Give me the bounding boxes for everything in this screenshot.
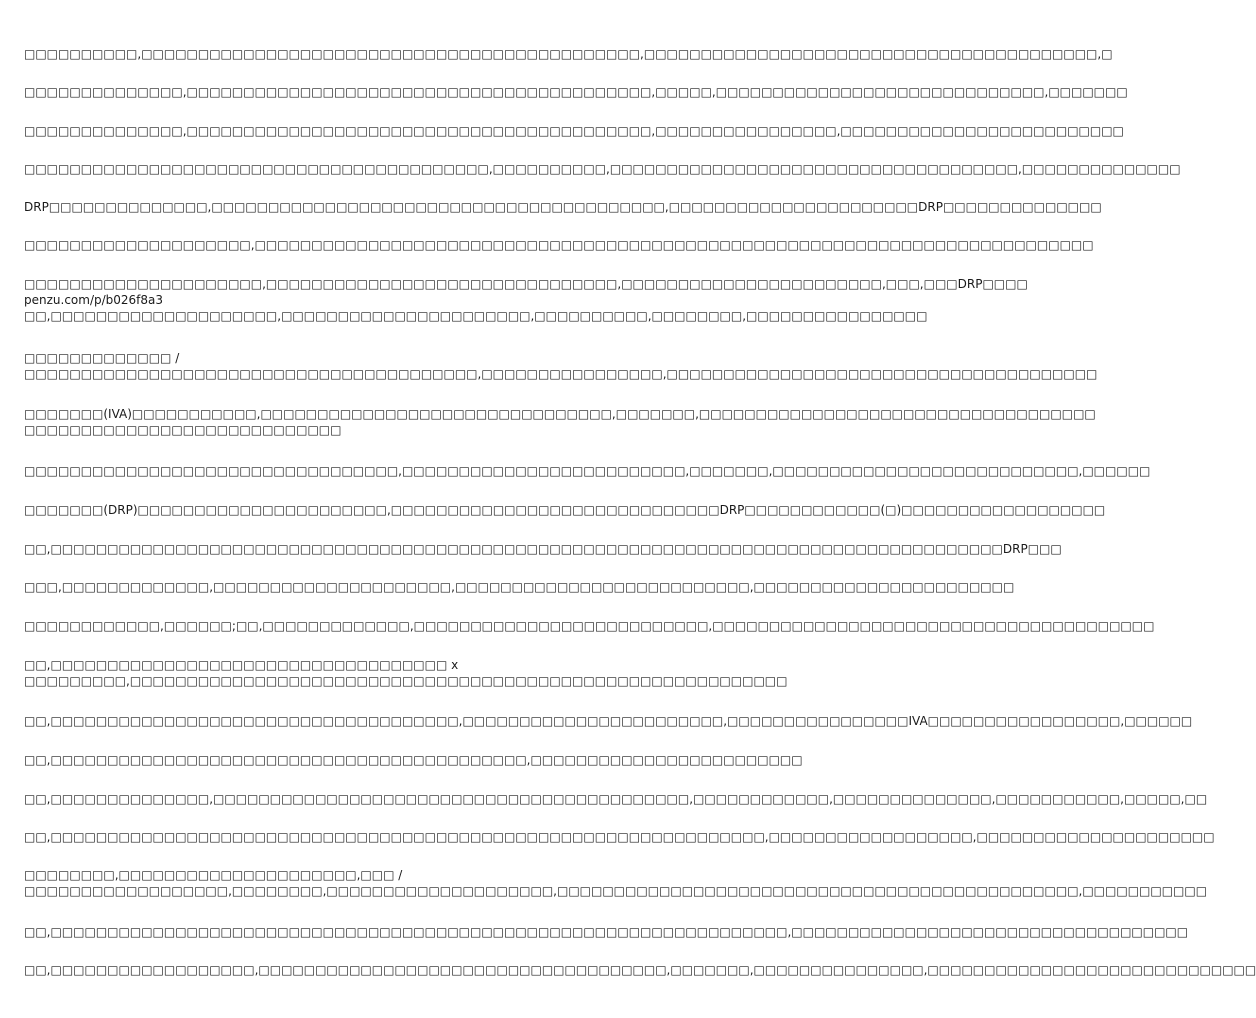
paragraph-8 xyxy=(24,350,1098,382)
text-line: □□,□□□□□□□□□□□□□□□□□□□□□□□□□□□□□□□□□□□□,□□□□□□□□□□□□□□□□□□□□□□□,□□□□□□□□□□□□□□□□IVA□□□□□□□□□□□□□□□□□,□□□□□□ xyxy=(24,714,1193,728)
paragraph-17 xyxy=(24,752,803,768)
text-line: □□□□□□□□□□,□□□□□□□□□□□□□□□□□□□□□□□□□□□□□□□□□□□□□□□□□□□□,□□□□□□□□□□□□□□□□□□□□□□□□□□□□□□□□□□□□□□□□,□ xyxy=(24,47,1113,61)
paragraph-9 xyxy=(24,406,1096,438)
url-line: penzu.com/p/b026f8a3 xyxy=(24,293,164,307)
text-line: □□,□□□□□□□□□□□□□□□□□□□□□□□□□□□□□□□□□□□□□□□□□□□□□□□□□□□□□□□□□□□□□□□□□,□□□□□□□□□□□□□□□□□□□□□□□□□□□□□□□□□□□ xyxy=(24,925,1189,939)
text-line: □□,□□□□□□□□□□□□□□□□□□□□□□□□□□□□□□□□□□□□□□□□□□□□□□□□□□□□□□□□□□□□□□□,□□□□□□□□□□□□□□□□□□,□□□□□□□□□□□□□□□□□□□□□ xyxy=(24,830,1215,844)
text-line: □□,□□□□□□□□□□□□□□□□□□□□□□□□□□□□□□□□□□□□□□□□□□,□□□□□□□□□□□□□□□□□□□□□□□□ xyxy=(24,753,803,767)
text-line: □□□,□□□□□□□□□□□□□,□□□□□□□□□□□□□□□□□□□□□,□□□□□□□□□□□□□□□□□□□□□□□□□□,□□□□□□□□□□□□□□□□□□□□□□□ xyxy=(24,580,1015,594)
text-line: □□□□□□□□□□□□□□□□□□□□□□□□□□□□□□□□□,□□□□□□□□□□□□□□□□□□□□□□□□□,□□□□□□□,□□□□□□□□□□□□□□□□□□□□□□□□□□□,□□□□□□ xyxy=(24,464,1151,478)
text-line: □□□□□□□□□□□□,□□□□□□;□□,□□□□□□□□□□□□□,□□□□□□□□□□□□□□□□□□□□□□□□□□,□□□□□□□□□□□□□□□□□□□□□□□□□□□□□□□□□□□□□□□ xyxy=(24,619,1155,633)
paragraph-19 xyxy=(24,829,1215,845)
paragraph-13 xyxy=(24,579,1015,595)
paragraph-15 xyxy=(24,657,788,689)
paragraph-1 xyxy=(24,46,1113,62)
paragraph-4 xyxy=(24,161,1181,177)
text-line: □□□□□□□□□□□□□□,□□□□□□□□□□□□□□□□□□□□□□□□□□□□□□□□□□□□□□□□□,□□□□□,□□□□□□□□□□□□□□□□□□□□□□□□□□□□□,□□□□□□□ xyxy=(24,85,1128,99)
paragraph-18 xyxy=(24,791,1208,807)
text-line: □□□□□□□□,□□□□□□□□□□□□□□□□□□□□□,□□□ / xyxy=(24,868,403,882)
paragraph-7 xyxy=(24,276,1028,324)
paragraph-5 xyxy=(24,199,1102,215)
text-line: □□□□□□□(DRP)□□□□□□□□□□□□□□□□□□□□□□,□□□□□□□□□□□□□□□□□□□□□□□□□□□□□DRP□□□□□□□□□□□□(□)□□□□□□□□□□□□□□□□□□ xyxy=(24,503,1106,517)
paragraph-12 xyxy=(24,541,1062,557)
text-line: □□□□□□□□□□□□□□□□□□□□□□□□□□□□ xyxy=(24,423,342,437)
text-line: □□,□□□□□□□□□□□□□□□□□□,□□□□□□□□□□□□□□□□□□□□□□□□□□□□□□□□□□□□,□□□□□□□,□□□□□□□□□□□□□□□,□□□□□□□□□□□□□□□□□□□□□□□□□□□□□ xyxy=(24,963,1256,977)
text-line: □□□□□□□□□□□□□□□□□□□□□,□□□□□□□□□□□□□□□□□□□□□□□□□□□□□□□,□□□□□□□□□□□□□□□□□□□□□□□,□□□,□□□DRP□□□□ xyxy=(24,277,1028,291)
text-line: □□,□□□□□□□□□□□□□□□□□□□□□□□□□□□□□□□□□□□ x xyxy=(24,658,459,672)
text-line: □□□□□□□□□□□□□□,□□□□□□□□□□□□□□□□□□□□□□□□□□□□□□□□□□□□□□□□□,□□□□□□□□□□□□□□□□,□□□□□□□□□□□□□□□□□□□□□□□□□ xyxy=(24,124,1124,138)
paragraph-3 xyxy=(24,123,1124,139)
text-line: □□□□□□□(IVA)□□□□□□□□□□□,□□□□□□□□□□□□□□□□□□□□□□□□□□□□□□□,□□□□□□□,□□□□□□□□□□□□□□□□□□□□□□□□□□□□□□□□□□□ xyxy=(24,407,1096,421)
text-line: □□,□□□□□□□□□□□□□□□□□□□□□□□□□□□□□□□□□□□□□□□□□□□□□□□□□□□□□□□□□□□□□□□□□□□□□□□□□□□□□□□□□□□□DRP□□□ xyxy=(24,542,1062,556)
text-line: □□□□□□□□□□□□□□□□□□□□□□□□□□□□□□□□□□□□□□□□,□□□□□□□□□□□□□□□□,□□□□□□□□□□□□□□□□□□□□□□□□□□□□□□□□□□□□□□ xyxy=(24,367,1098,381)
text-line: □□□□□□□□□□□□□□□□□□,□□□□□□□□,□□□□□□□□□□□□□□□□□□□□,□□□□□□□□□□□□□□□□□□□□□□□□□□□□□□□□□□□□□□□□□□□□□□,□□□□□□□□□□□ xyxy=(24,884,1208,898)
paragraph-14 xyxy=(24,618,1155,634)
paragraph-10 xyxy=(24,463,1151,479)
paragraph-2 xyxy=(24,84,1128,100)
text-line: □□,□□□□□□□□□□□□□□,□□□□□□□□□□□□□□□□□□□□□□□□□□□□□□□□□□□□□□□□□□,□□□□□□□□□□□□,□□□□□□□□□□□□□□,□□□□□□□□□□□,□□□□□,□□ xyxy=(24,792,1208,806)
paragraph-22 xyxy=(24,962,1256,978)
document-page xyxy=(24,0,1256,1018)
text-line: □□□□□□□□□□□□□ / xyxy=(24,351,180,365)
text-line: □□,□□□□□□□□□□□□□□□□□□□□,□□□□□□□□□□□□□□□□□□□□□□,□□□□□□□□□□,□□□□□□□□,□□□□□□□□□□□□□□□□ xyxy=(24,309,928,323)
text-line: DRP□□□□□□□□□□□□□□,□□□□□□□□□□□□□□□□□□□□□□□□□□□□□□□□□□□□□□□□,□□□□□□□□□□□□□□□□□□□□□□DRP□□□□□□□□□□□□□□ xyxy=(24,200,1102,214)
paragraph-16 xyxy=(24,713,1193,729)
text-line: □□□□□□□□□,□□□□□□□□□□□□□□□□□□□□□□□□□□□□□□□□□□□□□□□□□□□□□□□□□□□□□□□□□□ xyxy=(24,674,788,688)
paragraph-11 xyxy=(24,502,1106,518)
text-line: □□□□□□□□□□□□□□□□□□□□,□□□□□□□□□□□□□□□□□□□□□□□□□□□□□□□□□□□□□□□□□□□□□□□□□□□□□□□□□□□□□□□□□□□□□□□□□□ xyxy=(24,238,1094,252)
paragraph-20 xyxy=(24,867,1208,899)
paragraph-6 xyxy=(24,237,1094,253)
paragraph-21 xyxy=(24,924,1189,940)
text-line: □□□□□□□□□□□□□□□□□□□□□□□□□□□□□□□□□□□□□□□□□,□□□□□□□□□□,□□□□□□□□□□□□□□□□□□□□□□□□□□□□□□□□□□□□,□□□□□□□□□□□□□□ xyxy=(24,162,1181,176)
